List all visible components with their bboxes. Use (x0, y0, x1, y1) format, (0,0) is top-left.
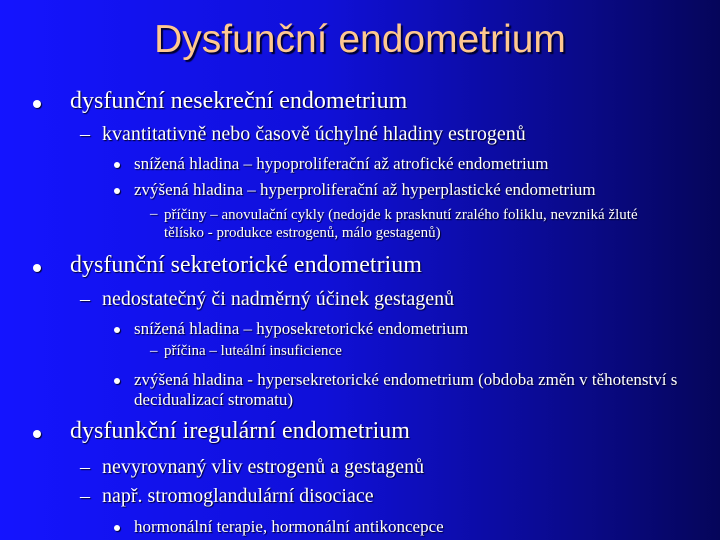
bullet-icon (114, 378, 120, 384)
bullet-level4: příčiny – anovulační cykly (nedojde k prasknutí zralého foliklu, nevzniká žluté tělísko - produkce estrogenů, málo gestagenů) (164, 207, 638, 241)
bullet-level3: hormonální terapie, hormonální antikoncepce (134, 517, 444, 536)
bullet-level1: dysfunční nesekreční endometrium (70, 88, 408, 114)
bullet-level3: zvýšená hladina – hyperproliferační až hyperplastické endometrium (134, 180, 596, 199)
bullet-icon (33, 100, 41, 108)
dash-icon: – (80, 456, 90, 478)
dash-icon: – (150, 343, 158, 359)
bullet-level3: snížená hladina – hypoproliferační až atrofické endometrium (134, 154, 549, 173)
bullet-level2: kvantitativně nebo časově úchylné hladiny estrogenů (102, 123, 526, 145)
dash-icon: – (80, 485, 90, 507)
bullet-level2: nevyrovnaný vliv estrogenů a gestagenů (102, 456, 425, 478)
bullet-level2: nedostatečný či nadměrný účinek gestagenů (102, 288, 455, 310)
bullet-icon (33, 430, 41, 438)
bullet-level3: snížená hladina – hyposekretorické endometrium (134, 319, 469, 338)
bullet-level2: např. stromoglandulární disociace (102, 485, 374, 507)
bullet-level1: dysfunční sekretorické endometrium (70, 252, 422, 278)
dash-icon: – (80, 123, 90, 145)
bullet-level1: dysfunkční iregulární endometrium (70, 418, 410, 444)
dash-icon: – (150, 206, 158, 222)
bullet-icon (114, 525, 120, 531)
slide-title: Dysfunční endometrium (154, 18, 566, 61)
dash-icon: – (80, 288, 90, 310)
bullet-level4: příčina – luteální insuficience (164, 343, 342, 359)
bullet-icon (114, 188, 120, 194)
bullet-level3: zvýšená hladina - hypersekretorické endometrium (obdoba změn v těhotenství s decidualizací stromatu) (134, 370, 678, 409)
bullet-icon (33, 264, 41, 272)
bullet-icon (114, 162, 120, 168)
bullet-icon (114, 327, 120, 333)
